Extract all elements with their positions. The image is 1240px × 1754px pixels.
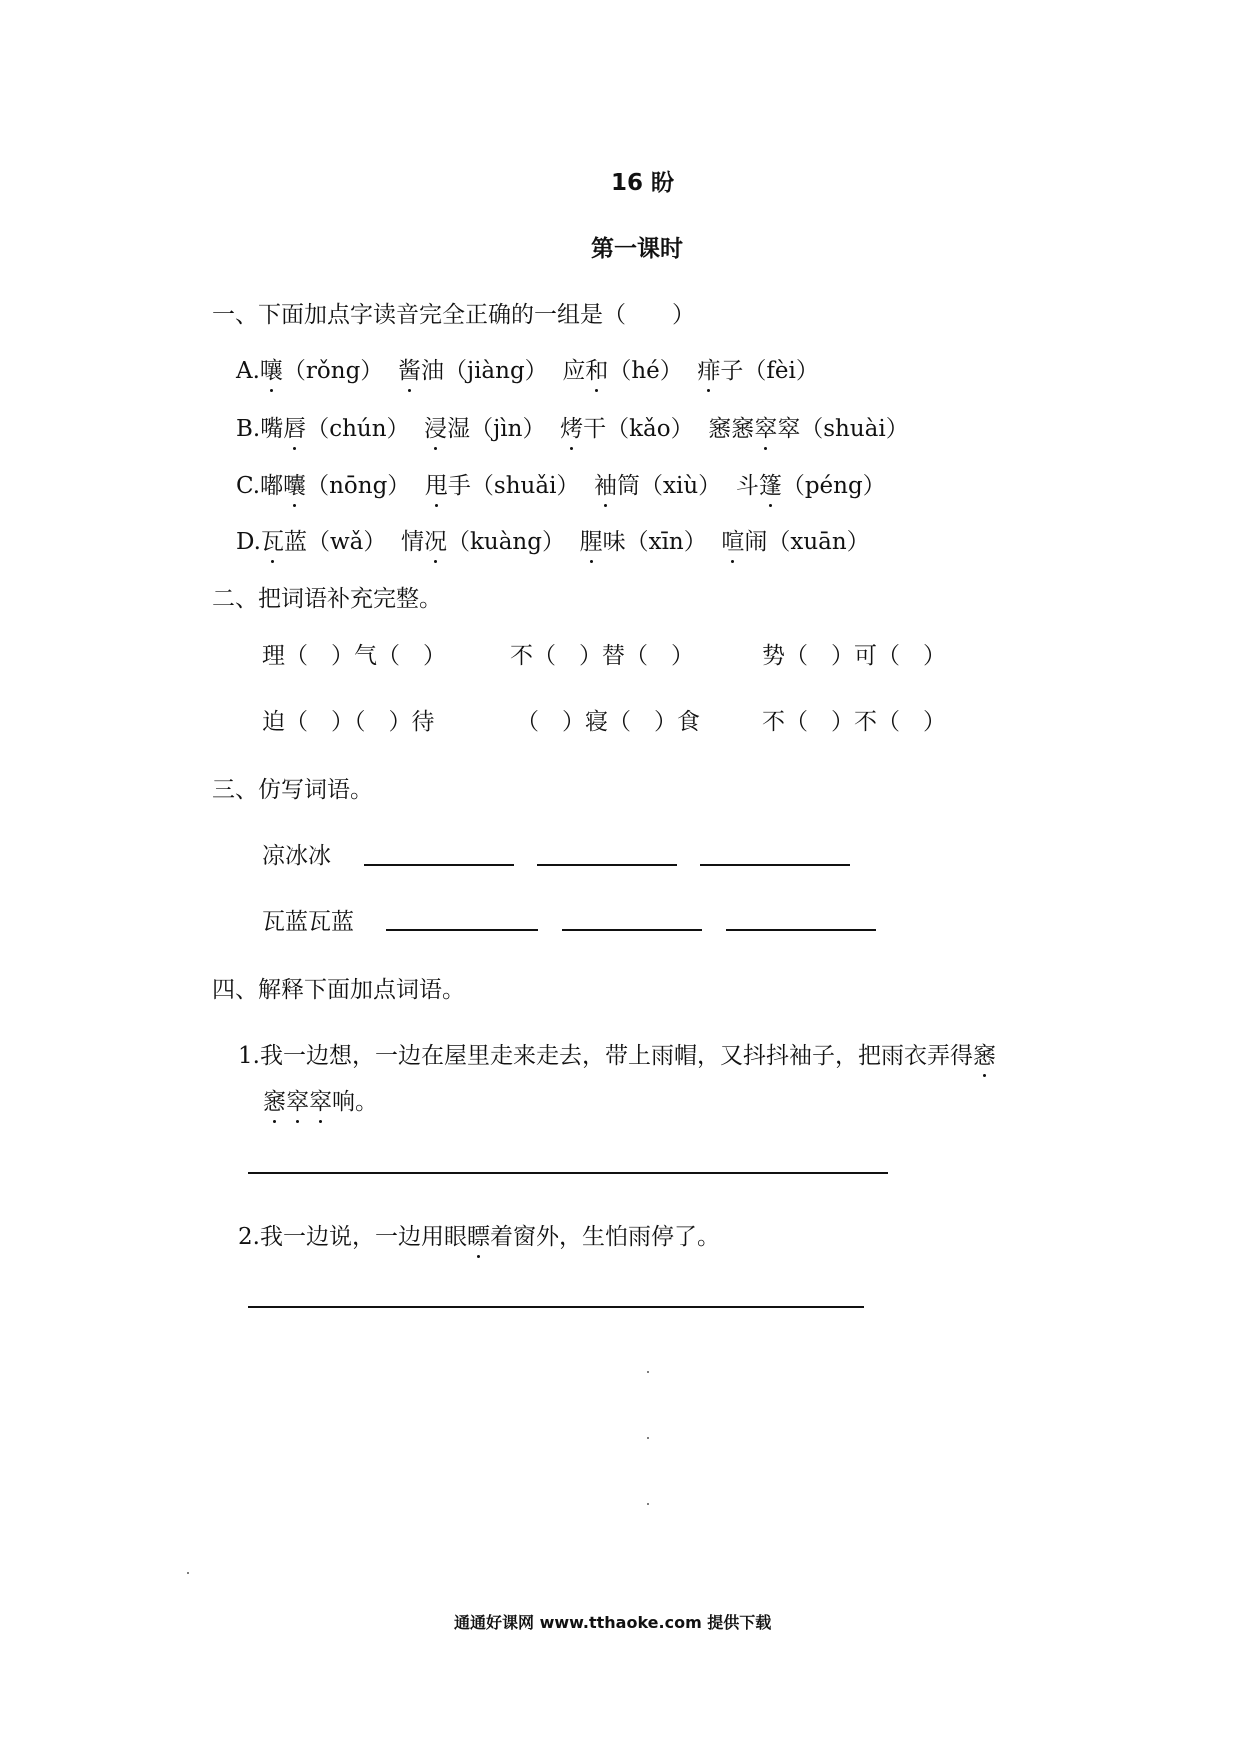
q2-r1-c3: 势（ ）可（ ） <box>762 643 946 669</box>
q3-answer-line[interactable] <box>386 929 538 931</box>
q2-r2-c2: （ ）寝（ ）食 <box>516 709 700 735</box>
q1-d-item-1: 瓦蓝（wǎ） <box>261 529 386 555</box>
q4-sentence-2: 2.我一边说，一边用眼瞟着窗外，生怕雨停了。 <box>238 1218 720 1251</box>
footer-source: 通通好课网 www.tthaoke.com 提供下载 <box>454 1613 772 1632</box>
q1-a-item-4: 痱子（fèi） <box>697 358 818 384</box>
q3-answer-line[interactable] <box>562 929 702 931</box>
q1-a-item-3: 应和（hé） <box>562 358 682 384</box>
q1-a-item-1: 嚷（rǒng） <box>260 358 383 384</box>
scan-speck <box>647 1437 649 1439</box>
q1-b-item-2: 浸湿（jìn） <box>424 416 545 442</box>
q3-example-1: 凉冰冰 <box>262 843 331 869</box>
q1-option-b <box>236 410 909 443</box>
scan-speck <box>187 1572 189 1574</box>
q1-a-item-2: 酱油（jiàng） <box>398 358 548 384</box>
q4-sentence-1-line-1: 1.我一边想，一边在屋里走来走去，带上雨帽，又抖抖袖子，把雨衣弄得窸 <box>238 1037 996 1070</box>
q1-option-a <box>236 352 819 385</box>
q1-d-item-4: 喧闹（xuān） <box>721 529 869 555</box>
q3-answer-line[interactable] <box>726 929 876 931</box>
q3-answer-line[interactable] <box>537 864 677 866</box>
option-label: C. <box>236 473 261 499</box>
q2-r1-c2: 不（ ）替（ ） <box>510 643 694 669</box>
q4-sentence-1-line-2: 窸窣窣响。 <box>263 1083 378 1116</box>
q3-answer-line[interactable] <box>364 864 514 866</box>
q1-d-item-3: 腥味（xīn） <box>580 529 707 555</box>
scan-speck <box>647 1371 649 1373</box>
q1-c-item-1: 嘟囔（nōng） <box>260 473 410 499</box>
q2-r2-c1: 迫（ ）（ ）待 <box>262 709 435 735</box>
option-label: B. <box>236 416 261 442</box>
page-title: 16 盼 <box>611 170 675 196</box>
q1-option-d <box>236 523 870 556</box>
q2-heading: 二、把词语补充完整。 <box>212 586 442 612</box>
q3-heading: 三、仿写词语。 <box>212 777 373 803</box>
q1-d-item-2: 情况（kuàng） <box>401 529 565 555</box>
q1-c-item-2: 甩手（shuǎi） <box>425 473 580 499</box>
q3-example-2: 瓦蓝瓦蓝 <box>262 909 354 935</box>
q4-answer-line-2[interactable] <box>248 1306 864 1308</box>
lesson-subtitle: 第一课时 <box>591 236 683 262</box>
q1-b-item-1: 嘴唇（chún） <box>260 416 409 442</box>
q1-c-item-4: 斗篷（péng） <box>736 473 886 499</box>
q3-answer-line[interactable] <box>700 864 850 866</box>
scan-speck <box>647 1503 649 1505</box>
option-label: D. <box>236 529 261 555</box>
q1-b-item-4: 窸窸窣窣（shuài） <box>708 416 909 442</box>
q4-answer-line-1[interactable] <box>248 1172 888 1174</box>
q1-option-c <box>236 467 886 500</box>
q2-r2-c3: 不（ ）不（ ） <box>762 709 946 735</box>
q1-heading: 一、下面加点字读音完全正确的一组是（ ） <box>212 302 695 328</box>
q1-b-item-3: 烤干（kǎo） <box>560 416 694 442</box>
q1-c-item-3: 袖筒（xiù） <box>594 473 721 499</box>
q2-r1-c1: 理（ ）气（ ） <box>262 643 446 669</box>
q4-heading: 四、解释下面加点词语。 <box>212 977 465 1003</box>
option-label: A. <box>236 358 260 384</box>
